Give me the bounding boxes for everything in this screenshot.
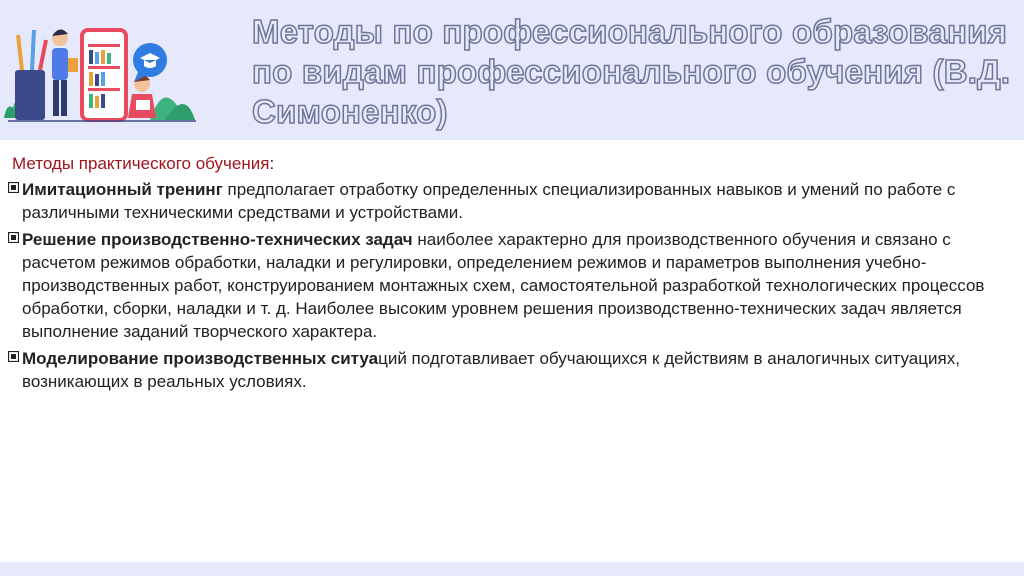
item-description: ций подготавливает обучающихся к действиям в аналогичных ситуациях, возникающих в реальных условиях. — [22, 349, 960, 391]
section-subheading — [12, 152, 1008, 175]
list-item — [8, 228, 1008, 343]
checkbox-bullet-icon — [8, 351, 19, 362]
item-description: предполагает отработку определенных специализированных навыков и умений по работе с различными техническими средствами и устройствами. — [22, 180, 956, 222]
footer-band — [0, 562, 1024, 576]
education-illustration — [0, 0, 205, 140]
checkbox-bullet-icon — [8, 182, 19, 193]
subheading-colon: : — [269, 154, 275, 173]
checkbox-bullet-icon — [8, 232, 19, 243]
item-term: Имитационный тренинг — [22, 180, 223, 199]
item-term: Решение производственно-технических задач — [22, 230, 413, 249]
page-title: Методы по профессионального образования по видам профессионального обучения (В.Д. Симоненко) — [252, 13, 1011, 130]
subheading-text: Методы практического обучения — [12, 154, 270, 173]
item-term: Моделирование производственных ситуа — [22, 349, 379, 368]
list-item — [8, 178, 1008, 224]
header-band — [0, 0, 1024, 140]
content-area — [8, 152, 1008, 397]
list-item — [8, 347, 1008, 393]
item-description: наиболее характерно для производственного обучения и связано с расчетом режимов обработки, наладки и регулировки, определением режимов и параметров выполнения учебно-производственных работ, конструированием монтажных схем, самостоятельной разработкой технологических процессов обработки, сборки, наладки и т. д. Наиболее высоким уровнем решения производственно-технических задач является выполнение заданий творческого характера. — [22, 230, 985, 341]
